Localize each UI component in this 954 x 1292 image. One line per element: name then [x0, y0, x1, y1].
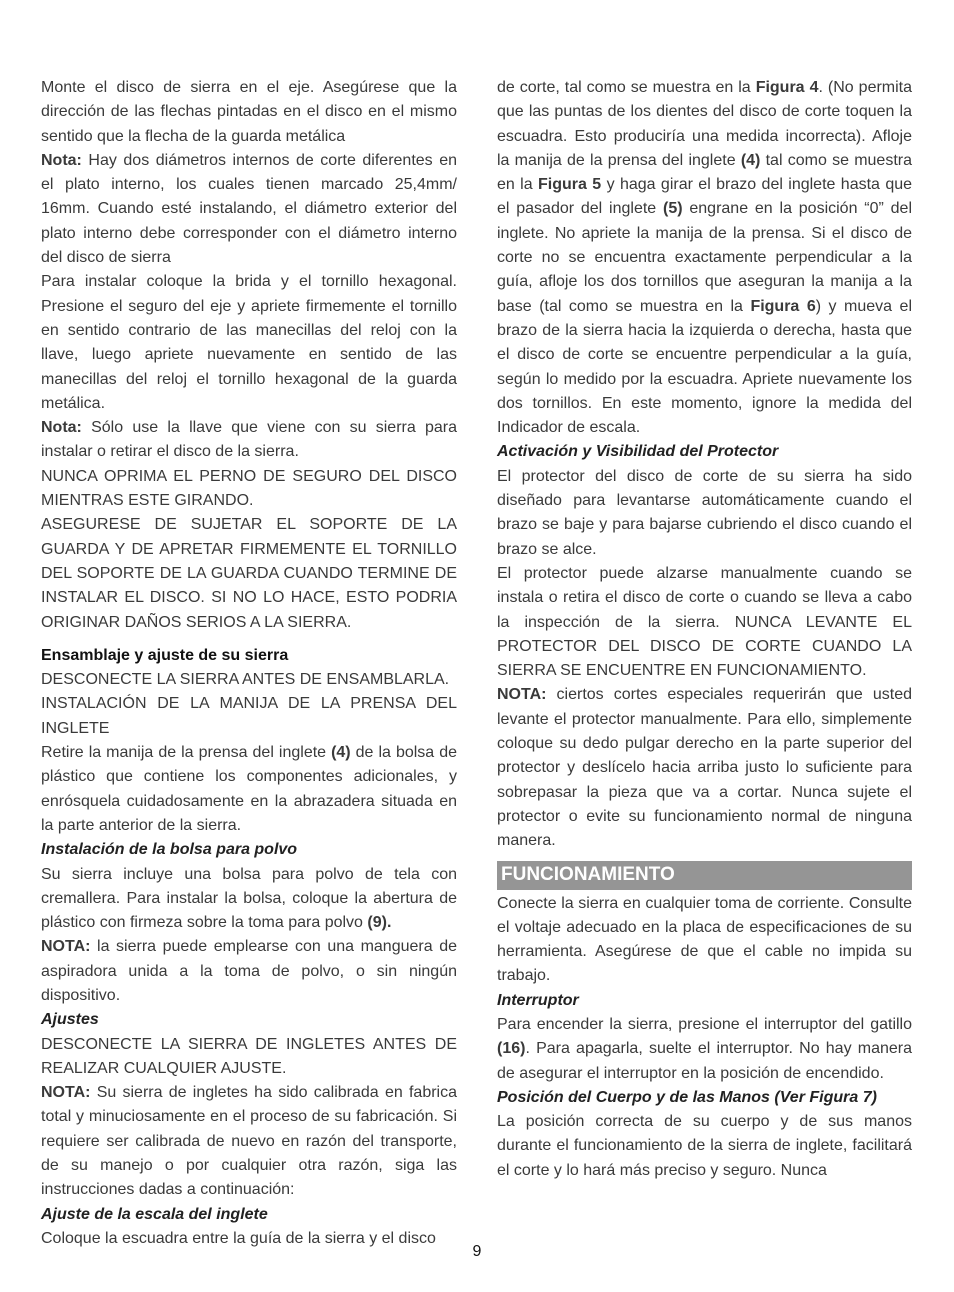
subheading: Activación y Visibilidad del Protector	[497, 443, 779, 461]
part-ref: (4)	[740, 151, 761, 169]
text-run: de la bolsa de plástico que contiene los componentes adicionales, y enrósquela cuidadosamente en la abrazadera situada en la parte anterior de la sierra.	[41, 744, 458, 834]
left-column	[41, 76, 457, 1251]
subheading: Ajustes	[41, 1011, 99, 1029]
note-text: Sólo use la llave que viene con su sierra para instalar o retirar el disco de la sierra.	[41, 419, 457, 461]
paragraph: INSTALACIÓN DE LA MANIJA DE LA PRENSA DEL INGLETE	[41, 695, 457, 737]
text-run: y haga girar el brazo del inglete hasta que el pasador del inglete	[497, 176, 913, 218]
paragraph	[41, 416, 457, 465]
paragraph	[41, 863, 457, 936]
paragraph	[41, 149, 457, 270]
note-text: Su sierra de ingletes ha sido calibrada en fabrica total y minuciosamente en el proceso de su fabricación. Si requiere ser calibrada de nuevo en razón del transporte, de su manejo o por cualquier otra razón, siga las instrucciones dadas a continuación:	[41, 1084, 457, 1199]
text-run: . (No permita que las puntas de los dientes del disco de corte toquen la escuadra. Esto produciría una medida incorrecta). Afloje la manija de la prensa del inglete	[497, 79, 913, 169]
part-ref: (9).	[367, 914, 392, 932]
paragraph: DESCONECTE LA SIERRA ANTES DE ENSAMBLARLA.	[41, 671, 450, 689]
text-run: de corte, tal como se muestra en la	[497, 79, 756, 96]
note-label: NOTA:	[41, 938, 91, 956]
text-run: tal como se muestra en la	[497, 151, 913, 194]
paragraph: DESCONECTE LA SIERRA DE INGLETES ANTES DE REALIZAR CUALQUIER AJUSTE.	[41, 1035, 457, 1077]
page-number: 9	[472, 1243, 482, 1260]
note-text: la sierra puede emplearse con una manguera de aspiradora unida a la toma de polvo, o sin ningún dispositivo.	[41, 938, 457, 1004]
paragraph: Conecte la sierra en cualquier toma de corriente. Consulte el voltaje adecuado en la placa de especificaciones de su herramienta. Asegúrese de que el cable no impida su trabajo.	[497, 894, 912, 985]
paragraph: La posición correcta de su cuerpo y de sus manos durante el funcionamiento de la sierra de inglete, facilitará el corte y lo hará más preciso y seguro. Nunca	[497, 1113, 912, 1179]
section-heading: Ensamblaje y ajuste de su sierra	[41, 646, 289, 664]
subheading: Posición del Cuerpo y de las Manos (Ver Figura 7)	[497, 1088, 877, 1106]
paragraph: Para instalar coloque la brida y el tornillo hexagonal. Presione el seguro del eje y apriete firmemente el tornillo en sentido contrario de las manecillas del reloj con la llave, luego apriete nuevamente en sentido de las manecillas del reloj el tornillo hexagonal de la guarda metálica.	[41, 273, 457, 412]
paragraph: Coloque la escuadra entre la guía de la sierra y el disco	[41, 1229, 436, 1247]
note-label: Nota:	[41, 419, 82, 437]
paragraph: El protector del disco de corte de su sierra ha sido diseñado para levantarse automáticamente cuando el brazo se baje y para bajarse cubriendo el disco cuando el brazo se alce.	[497, 467, 912, 558]
section-banner-funcionamiento: FUNCIONAMIENTO	[497, 861, 912, 890]
subheading: Instalación de la bolsa para polvo	[41, 841, 298, 859]
paragraph	[497, 76, 912, 440]
paragraph: Monte el disco de sierra en el eje. Asegúrese que la dirección de las flechas pintadas en el disco en el mismo sentido que la flecha de la guarda metálica	[41, 79, 457, 145]
paragraph: El protector puede alzarse manualmente cuando se instala o retira el disco de corte o cuando se lleva a cabo la inspección de la sierra. NUNCA LEVANTE EL PROTECTOR DEL DISCO DE CORTE CUANDO LA SIERRA SE ENCUENTRE EN FUNCIONAMIENTO.	[497, 564, 912, 680]
text-run: Retire la manija de la prensa del inglete	[41, 744, 332, 762]
note-label: Nota:	[41, 151, 82, 169]
part-ref: (16)	[497, 1040, 526, 1058]
figure-ref: Figura 4	[755, 79, 819, 96]
paragraph	[497, 1013, 912, 1086]
paragraph	[497, 683, 912, 853]
paragraph: ASEGURESE DE SUJETAR EL SOPORTE DE LA GUARDA Y DE APRETAR FIRMEMENTE EL TORNILLO DEL SOPORTE DE LA GUARDA CUANDO TERMINE DE INSTALAR EL DISCO. SI NO LO HACE, ESTO PODRIA ORIGINAR DAÑOS SERIOS A LA SIERRA.	[41, 516, 457, 631]
note-text: Hay dos diámetros internos de corte diferentes en el plato interno, los cuales tienen marcado 25,4mm/ 16mm. Cuando esté instalando, el diámetro exterior del plato interno debe corresponder con el diámetro interno del disco de sierra	[41, 151, 457, 267]
text-run: Para encender la sierra, presione el interruptor del gatillo	[497, 1015, 912, 1033]
part-ref: (4)	[331, 744, 351, 762]
figure-ref: Figura 6	[750, 297, 816, 315]
paragraph	[41, 1081, 457, 1202]
text-run: engrane en la posición “0” del inglete. No apriete la manija de la prensa. Si el disco de corte no se encuentra exactamente perpendicular a la guía, afloje los dos tornillos que aseguran la manija a la base (tal como se muestra en la	[497, 200, 913, 315]
part-ref: (5)	[663, 200, 683, 218]
figure-ref: Figura 5	[538, 176, 602, 194]
right-column	[497, 76, 912, 1183]
text-run: ) y mueva el brazo de la sierra hacia la izquierda o derecha, hasta que el disco de corte se encuentre perpendicular a la guía, según lo medido por la escuadra. Apriete nuevamente los dos tornillos. En este momento, ignore la medida del Indicador de escala.	[497, 297, 912, 437]
paragraph: NUNCA OPRIMA EL PERNO DE SEGURO DEL DISCO MIENTRAS ESTE GIRANDO.	[41, 467, 457, 510]
note-text: ciertos cortes especiales requerirán que usted levante el protector manualmente. Para ello, simplemente coloque su dedo pulgar derecho en la parte superior del protector y deslícelo hacia arriba justo lo suficiente para sobrepasar la pieza que va a cortar. Nunca sujete el protector o evite su funcionamiento normal de ninguna manera.	[497, 686, 912, 850]
paragraph	[41, 935, 457, 1008]
note-label: NOTA:	[497, 686, 547, 704]
note-label: NOTA:	[41, 1084, 91, 1102]
text-run: Su sierra incluye una bolsa para polvo de tela con cremallera. Para instalar la bolsa, coloque la abertura de plástico con firmeza sobre la toma para polvo	[41, 865, 457, 932]
subheading: Interruptor	[497, 991, 579, 1009]
text-run: . Para apagarla, suelte el interruptor. No hay manera de asegurar el interruptor en la posición de encendido.	[497, 1040, 912, 1082]
paragraph	[41, 741, 457, 838]
subheading: Ajuste de la escala del inglete	[41, 1205, 268, 1223]
